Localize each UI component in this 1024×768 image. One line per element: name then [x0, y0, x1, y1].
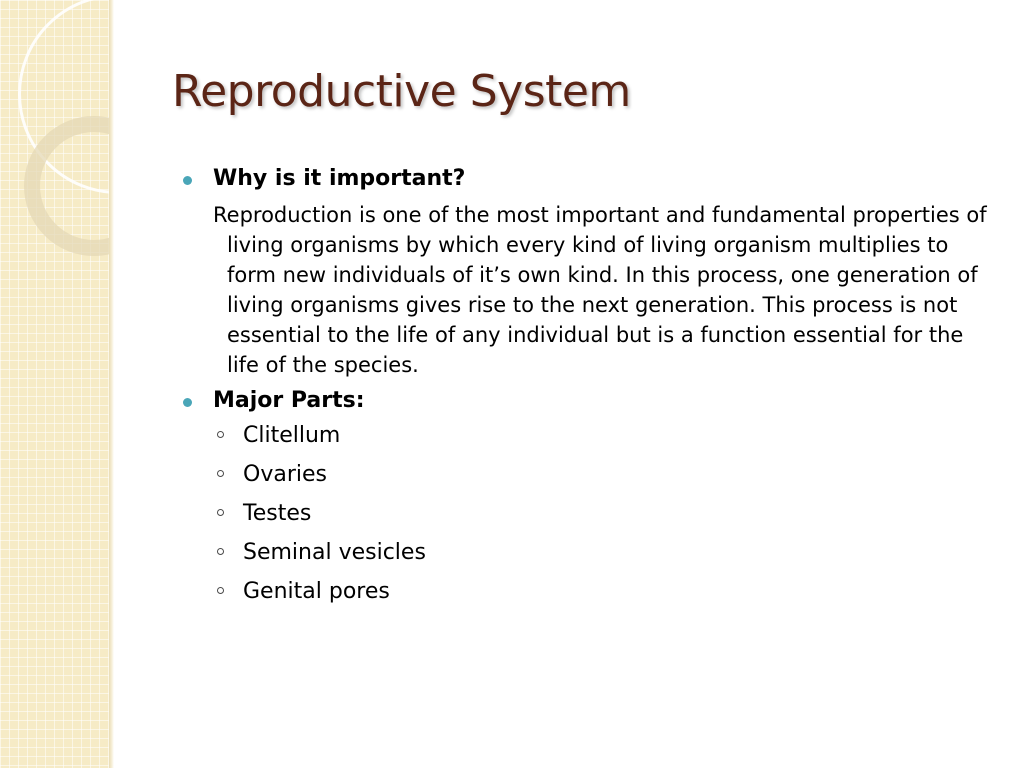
hollow-circle-icon: [217, 509, 224, 516]
sub-bullet-text: Genital pores: [243, 579, 390, 604]
sub-bullet-text: Testes: [243, 501, 312, 526]
hollow-circle-icon: [217, 470, 224, 477]
sub-bullet-item: [213, 455, 995, 494]
body-paragraph: Reproduction is one of the most important and fundamental properties of living organisms by which every kind of living organism multiplies to form new individuals of it’s own kind. In this process, one generation of living organisms gives rise to the next generation. This process is not essential to the life of any individual but is a function essential for the life of the species.: [213, 203, 987, 377]
bullet-item: [180, 386, 995, 416]
sidebar-edge: [109, 0, 114, 768]
sub-bullet-item: [213, 494, 995, 533]
sub-bullet-list: [213, 416, 995, 611]
decorative-sidebar: [0, 0, 112, 768]
sub-bullet-text: Seminal vesicles: [243, 540, 426, 565]
slide-title: Reproductive System: [172, 66, 631, 117]
sub-bullet-item: [213, 416, 995, 455]
hollow-circle-icon: [217, 548, 224, 555]
bullet-dot-icon: [183, 176, 192, 185]
bullet-item: [180, 164, 995, 194]
sub-bullet-text: Clitellum: [243, 423, 341, 448]
hollow-circle-icon: [217, 587, 224, 594]
sub-bullet-item: [213, 533, 995, 572]
bullet-heading: Why is it important?: [213, 166, 466, 191]
bullet-heading: Major Parts:: [213, 388, 365, 413]
slide-content: [180, 164, 995, 611]
sub-bullet-item: [213, 572, 995, 611]
bullet-dot-icon: [183, 398, 192, 407]
sub-bullet-text: Ovaries: [243, 462, 327, 487]
hollow-circle-icon: [217, 431, 224, 438]
